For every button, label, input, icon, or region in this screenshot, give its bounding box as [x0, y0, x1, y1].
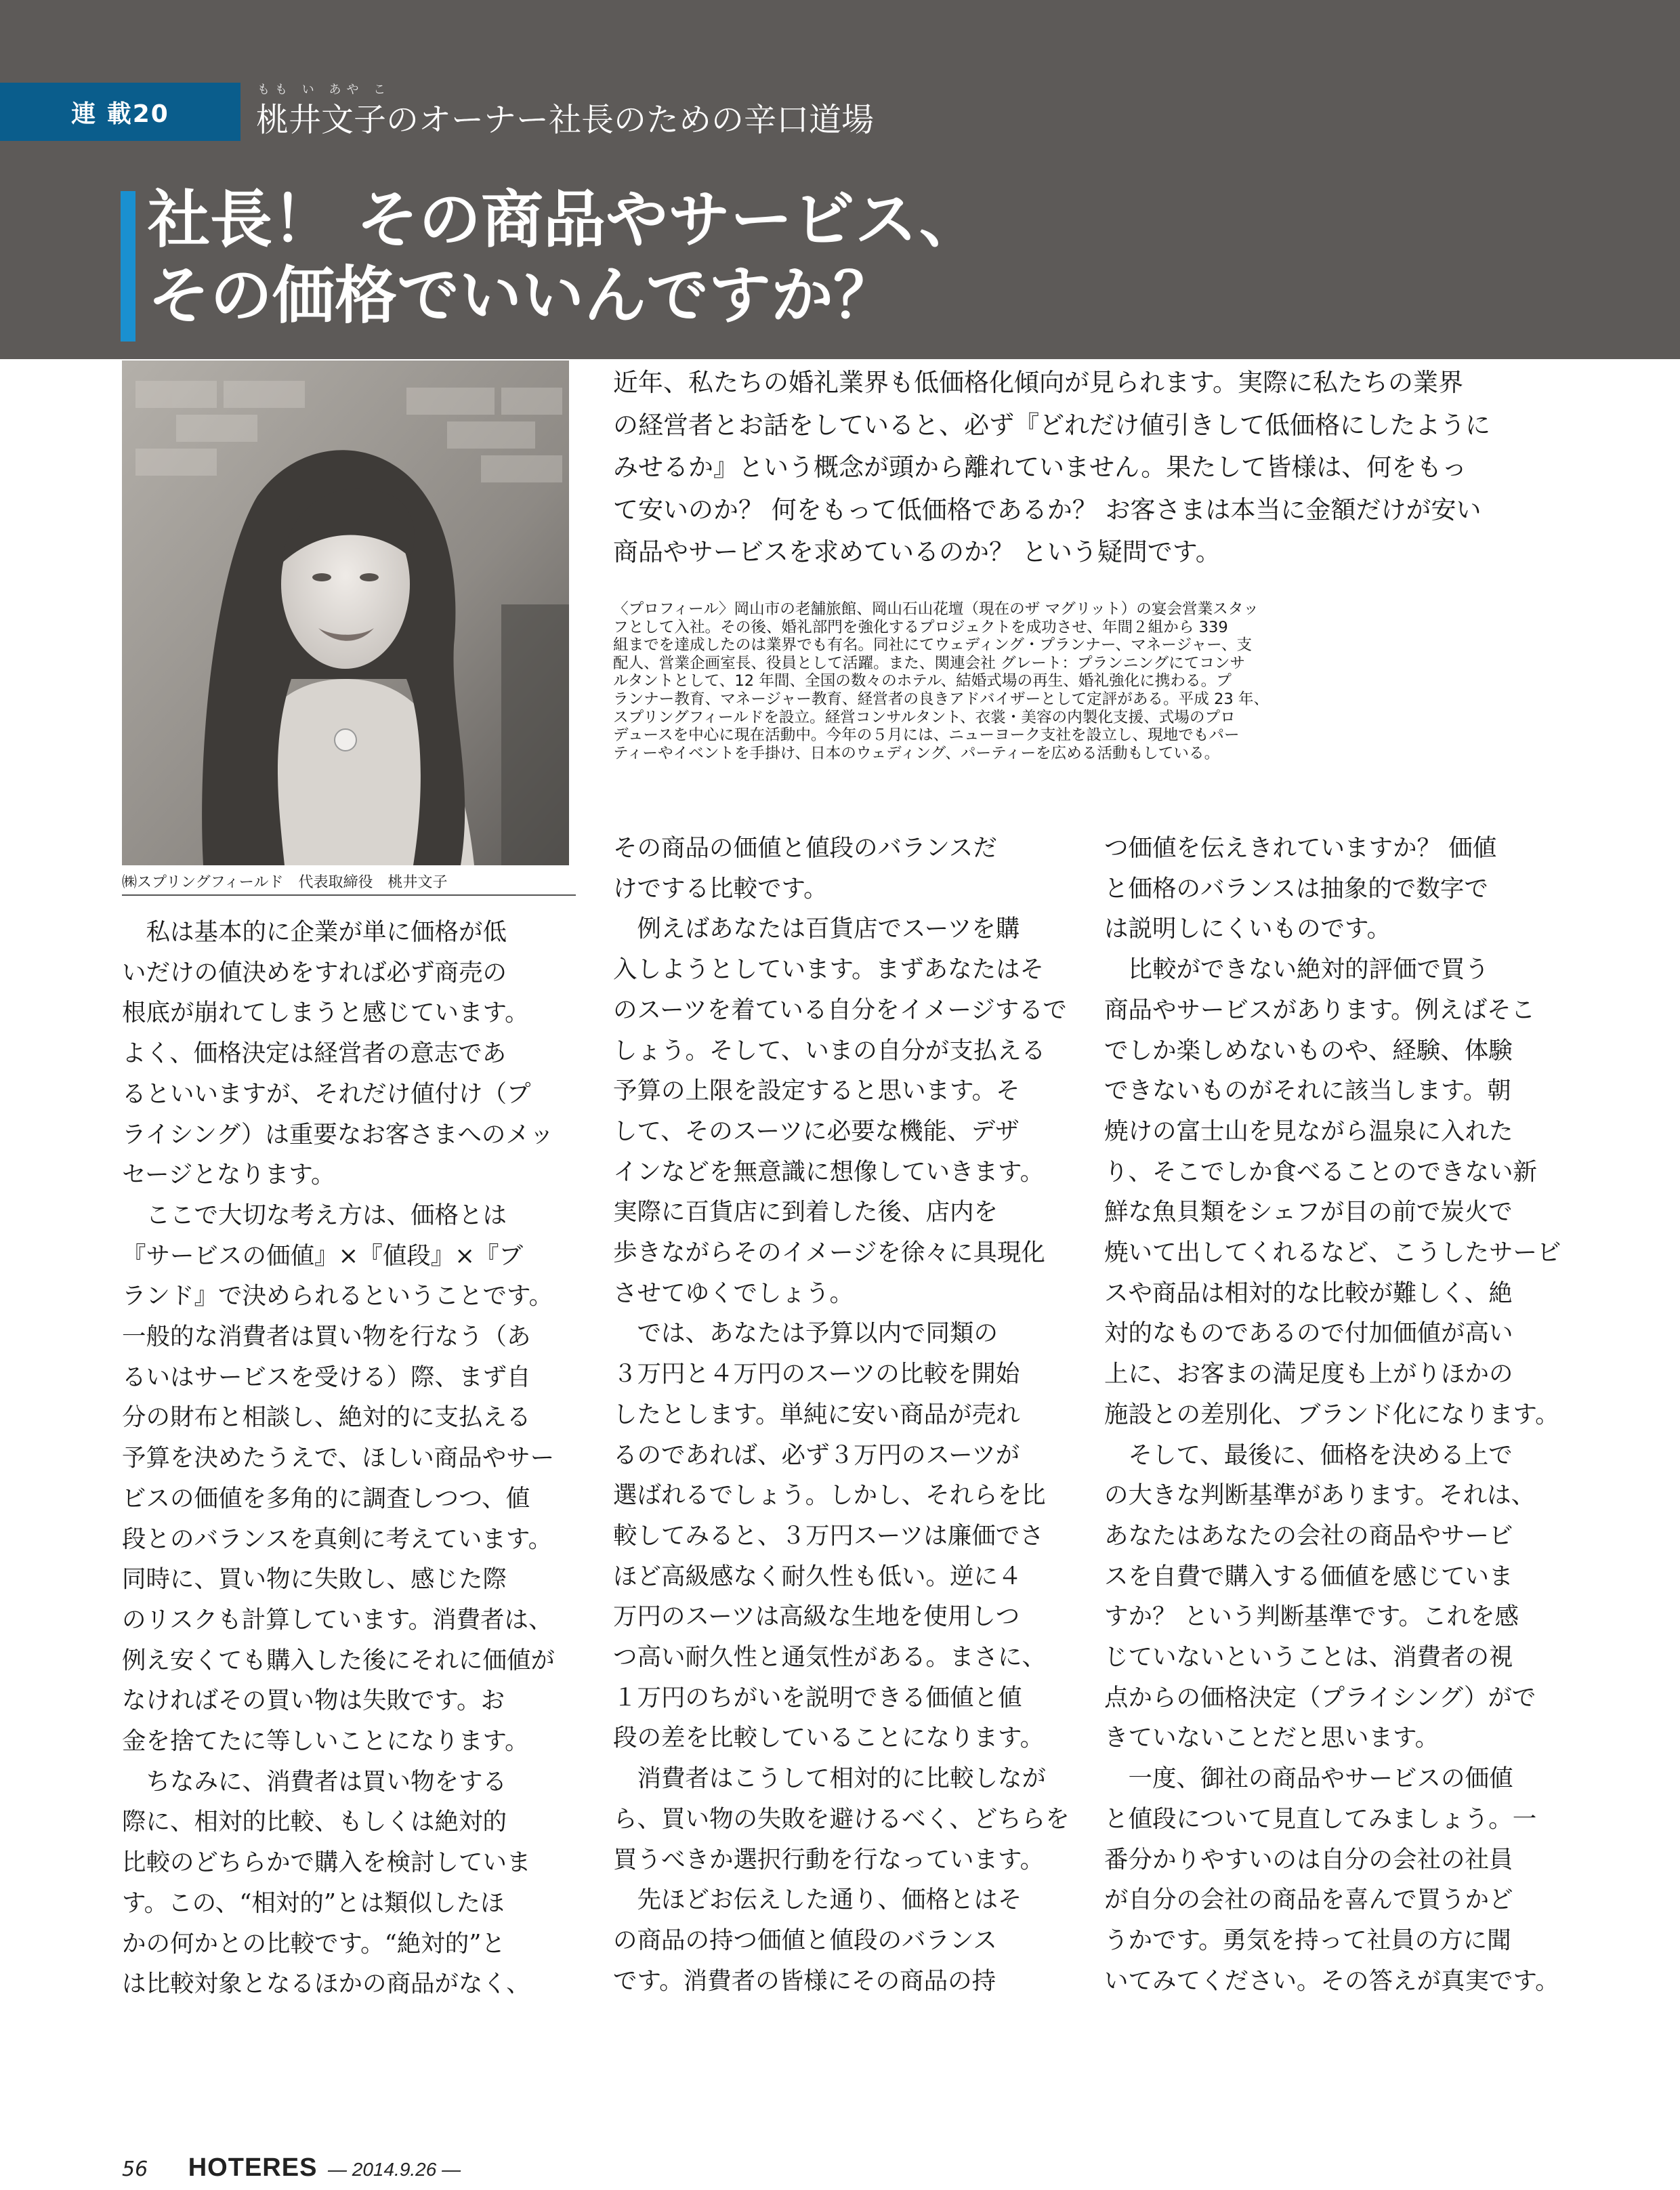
title-accent-bar [121, 191, 135, 342]
body-line: 同時に、買い物に失敗し、感じた際 [122, 1565, 507, 1594]
body-line: ３万円と４万円のスーツの比較を開始 [613, 1360, 1020, 1388]
intro-line: 近年、私たちの婚礼業界も低価格化傾向が見られます。実際に私たちの業界 [613, 368, 1464, 397]
body-line: インなどを無意識に想像していきます。 [613, 1157, 1045, 1186]
profile-line: デュースを中心に現在活動中。今年の５月には、ニューヨーク支社を設立し、現地でもパー [613, 726, 1240, 745]
intro-line: の経営者とお話をしていると、必ず『どれだけ値引きして低価格にしたように [613, 410, 1490, 440]
profile-line: スプリングフィールドを設立。経営コンサルタント、衣裳・美容の内製化支援、式場のプロ [613, 708, 1236, 726]
author-profile [613, 600, 1561, 762]
profile-line: ランナー教育、マネージャー教育、経営者の良きアドバイザーとして定評がある。平成 23 年、 [613, 690, 1269, 708]
body-line: しょう。そして、いまの自分が支払える [613, 1036, 1046, 1065]
profile-line: ティーやイベントを手掛け、日本のウェディング、パーティーを広める活動もしている。 [613, 744, 1220, 762]
body-line: ほど高級感なく耐久性も低い。逆に４ [613, 1562, 1022, 1590]
body-line: じていないということは、消費者の視 [1104, 1643, 1513, 1672]
body-line: セージとなります。 [122, 1161, 335, 1189]
body-line: して、そのスーツに必要な機能、デザ [613, 1117, 1020, 1145]
body-line: １万円のちがいを説明できる価値と値 [613, 1683, 1022, 1712]
body-line: の大きな判断基準があります。それは、 [1104, 1481, 1536, 1510]
body-line: 一般的な消費者は買い物を行なう（あ [122, 1323, 531, 1351]
body-line: るといいますが、それだけ値付け（プ [122, 1079, 531, 1108]
body-line: は説明しにくいものです。 [1104, 915, 1391, 943]
body-line: いだけの値決めをすれば必ず商売の [122, 958, 507, 987]
body-line: 例え安くても購入した後にそれに価値が [122, 1646, 555, 1674]
body-line: よく、価格決定は経営者の意志であ [122, 1039, 507, 1068]
body-line: なければその買い物は失敗です。お [122, 1687, 505, 1715]
body-line: るいはサービスを受ける）際、まず自 [122, 1363, 531, 1391]
body-line: でしか楽しめないものや、経験、体験 [1104, 1036, 1513, 1065]
body-line: スや商品は相対的な比較が難しく、絶 [1104, 1279, 1513, 1307]
body-line: 先ほどお伝えした通り、価格とはそ [613, 1886, 1022, 1914]
body-column-1 [122, 912, 569, 2004]
body-line: は比較対象となるほかの商品がなく、 [122, 1970, 530, 1998]
body-line: けでする比較です。 [613, 874, 828, 903]
body-line: かの何かとの比較です。“絶対的”と [122, 1929, 505, 1958]
body-line: うかです。勇気を持って社員の方に聞 [1104, 1926, 1511, 1954]
page-title [148, 182, 982, 333]
body-line: 『サービスの価値』×『値段』×『ブ [122, 1241, 523, 1270]
profile-line: 〈プロフィール〉岡山市の老舗旅館、岡山石山花壇（現在のザ マグリット）の宴会営業スタッ [613, 600, 1259, 618]
body-line: が自分の会社の商品を喜んで買うかど [1104, 1886, 1513, 1914]
portrait-photo [122, 360, 569, 865]
body-line: その商品の価値と値段のバランスだ [613, 834, 997, 862]
body-line: 比較のどちらかで購入を検討していま [122, 1848, 531, 1877]
body-line: 上に、お客まの満足度も上がりほかの [1104, 1360, 1513, 1388]
body-line: 点からの価格決定（プライシング）がで [1104, 1683, 1536, 1712]
body-line: ビスの価値を多角的に調査しつつ、値 [122, 1484, 530, 1512]
body-line: そして、最後に、価格を決める上で [1104, 1441, 1513, 1469]
body-line: 焼いて出してくれるなど、こうしたサービ [1104, 1239, 1561, 1267]
profile-line: フとして入社。その後、婚礼部門を強化するプロジェクトを成功させ、年間２組から 339 [613, 618, 1228, 636]
body-line: つ価値を伝えきれていますか？ 価値 [1104, 834, 1497, 862]
body-line: り、そこでしか食べることのできない新 [1104, 1157, 1538, 1186]
body-line: 入しようとしています。まずあなたはそ [613, 955, 1045, 984]
magazine-brand: HOTERES [188, 2153, 318, 2182]
body-line: 鮮な魚貝類をシェフが目の前で炭火で [1104, 1198, 1513, 1226]
body-line: 較してみると、３万円スーツは廉価でさ [613, 1521, 1044, 1550]
body-line: 分の財布と相談し、絶対的に支払える [122, 1403, 531, 1432]
body-line: の商品の持つ価値と値段のバランス [613, 1926, 997, 1954]
body-line: すか？ という判断基準です。これを感 [1104, 1603, 1519, 1631]
series-tag [0, 83, 240, 141]
body-line: す。この、“相対的”とは類似したほ [122, 1888, 505, 1917]
body-line: ちなみに、消費者は買い物をする [122, 1767, 507, 1796]
body-line: 焼けの富士山を見ながら温泉に入れた [1104, 1117, 1513, 1145]
portrait-illustration [122, 360, 569, 865]
body-line: 際に、相対的比較、もしくは絶対的 [122, 1808, 507, 1836]
body-line: したとします。単純に安い商品が売れ [613, 1400, 1020, 1428]
series-title: 桃井文子のオーナー社長のための辛口道場 [256, 101, 875, 139]
body-line: 実際に百貨店に到着した後、店内を [613, 1198, 999, 1226]
body-line: きていないことだと思います。 [1104, 1724, 1440, 1752]
body-line: 予算の上限を設定すると思います。そ [613, 1077, 1020, 1105]
page-footer [122, 2153, 461, 2183]
body-line: 金を捨てたに等しいことになります。 [122, 1727, 529, 1756]
profile-line: 配人、営業企画室長、役員として活躍。また、関連会社 グレート：プランニングにてコンサ [613, 654, 1246, 672]
profile-line: 組までを達成したのは業界でも有名。同社にてウェディング・プランナー、マネージャー、支 [613, 636, 1253, 655]
title-line: その価格でいいんですか？ [148, 259, 896, 332]
body-line: と値段について見直してみましょう。一 [1104, 1804, 1537, 1833]
issue-date: — 2014.9.26 — [327, 2159, 461, 2180]
body-line: 買うべきか選択行動を行なっています。 [613, 1845, 1045, 1874]
body-line: 段の差を比較していることになります。 [613, 1724, 1045, 1752]
body-line: のリスクも計算しています。消費者は、 [122, 1605, 553, 1634]
page-number: 56 [122, 2157, 148, 2181]
body-line: 歩きながらそのイメージを徐々に具現化 [613, 1239, 1045, 1267]
body-line: ら、買い物の失敗を避けるべく、どちらを [613, 1804, 1070, 1833]
body-line: ランド』で決められるということです。 [122, 1282, 553, 1310]
body-line: あなたはあなたの会社の商品やサービ [1104, 1521, 1513, 1550]
caption-divider [122, 894, 576, 896]
body-line: 消費者はこうして相対的に比較しなが [613, 1764, 1047, 1793]
intro-line: て安いのか？ 何をもって低価格であるか？ お客さまは本当に金額だけが安い [613, 495, 1482, 524]
body-line: 万円のスーツは高級な生地を使用しつ [613, 1603, 1020, 1631]
body-line: では、あなたは予算以内で同類の [613, 1319, 999, 1348]
body-line: と価格のバランスは抽象的で数字で [1104, 874, 1488, 903]
body-column-3 [1104, 828, 1565, 2001]
title-line: 社長！ その商品やサービス、 [148, 183, 982, 256]
body-line: 予算を決めたうえで、ほしい商品やサー [122, 1444, 555, 1472]
body-line: ここで大切な考え方は、価格とは [122, 1201, 507, 1229]
body-line: 例えばあなたは百貨店でスーツを購 [613, 915, 1020, 943]
body-line: スを自費で購入する価値を感じていま [1104, 1562, 1513, 1590]
intro-lead [613, 362, 1561, 574]
body-line: ライシング）は重要なお客さまへのメッ [122, 1120, 554, 1149]
body-line: 段とのバランスを真剣に考えています。 [122, 1525, 553, 1553]
body-line: 対的なものであるので付加価値が高い [1104, 1319, 1513, 1348]
body-line: できないものがそれに該当します。朝 [1104, 1077, 1511, 1105]
body-line: です。消費者の皆様にその商品の持 [613, 1966, 996, 1995]
body-line: させてゆくでしょう。 [613, 1279, 854, 1307]
body-line: るのであれば、必ず３万円のスーツが [613, 1441, 1020, 1469]
body-column-2 [613, 828, 1070, 2001]
body-line: 比較ができない絶対的評価で買う [1104, 955, 1490, 984]
intro-line: みせるか』という概念が頭から離れていません。果たして皆様は、何をもっ [613, 453, 1467, 482]
body-line: のスーツを着ている自分をイメージするで [613, 995, 1067, 1024]
body-line: いてみてください。その答えが真実です。 [1104, 1966, 1559, 1995]
photo-caption: ㈱スプリングフィールド 代表取締役 桃井文子 [122, 874, 448, 891]
body-line: 番分かりやすいのは自分の会社の社員 [1104, 1845, 1513, 1874]
intro-line: 商品やサービスを求めているのか？ という疑問です。 [613, 537, 1221, 566]
series-label: 連 載20 [71, 100, 169, 128]
series-ruby: もも い あや こ [257, 83, 392, 97]
body-line: 私は基本的に企業が単に価格が低 [122, 918, 507, 946]
body-line: 施設との差別化、ブランド化になります。 [1104, 1400, 1559, 1428]
profile-line: ルタントとして、12 年間、全国の数々のホテル、結婚式場の再生、婚礼強化に携わる。プ [613, 672, 1232, 690]
body-line: 商品やサービスがあります。例えばそこ [1104, 995, 1536, 1024]
body-line: 根底が崩れてしまうと感じています。 [122, 999, 529, 1027]
body-line: 一度、御社の商品やサービスの価値 [1104, 1764, 1513, 1793]
body-line: つ高い耐久性と通気性がある。まさに、 [613, 1643, 1047, 1672]
body-line: 選ばれるでしょう。しかし、それらを比 [613, 1481, 1046, 1510]
